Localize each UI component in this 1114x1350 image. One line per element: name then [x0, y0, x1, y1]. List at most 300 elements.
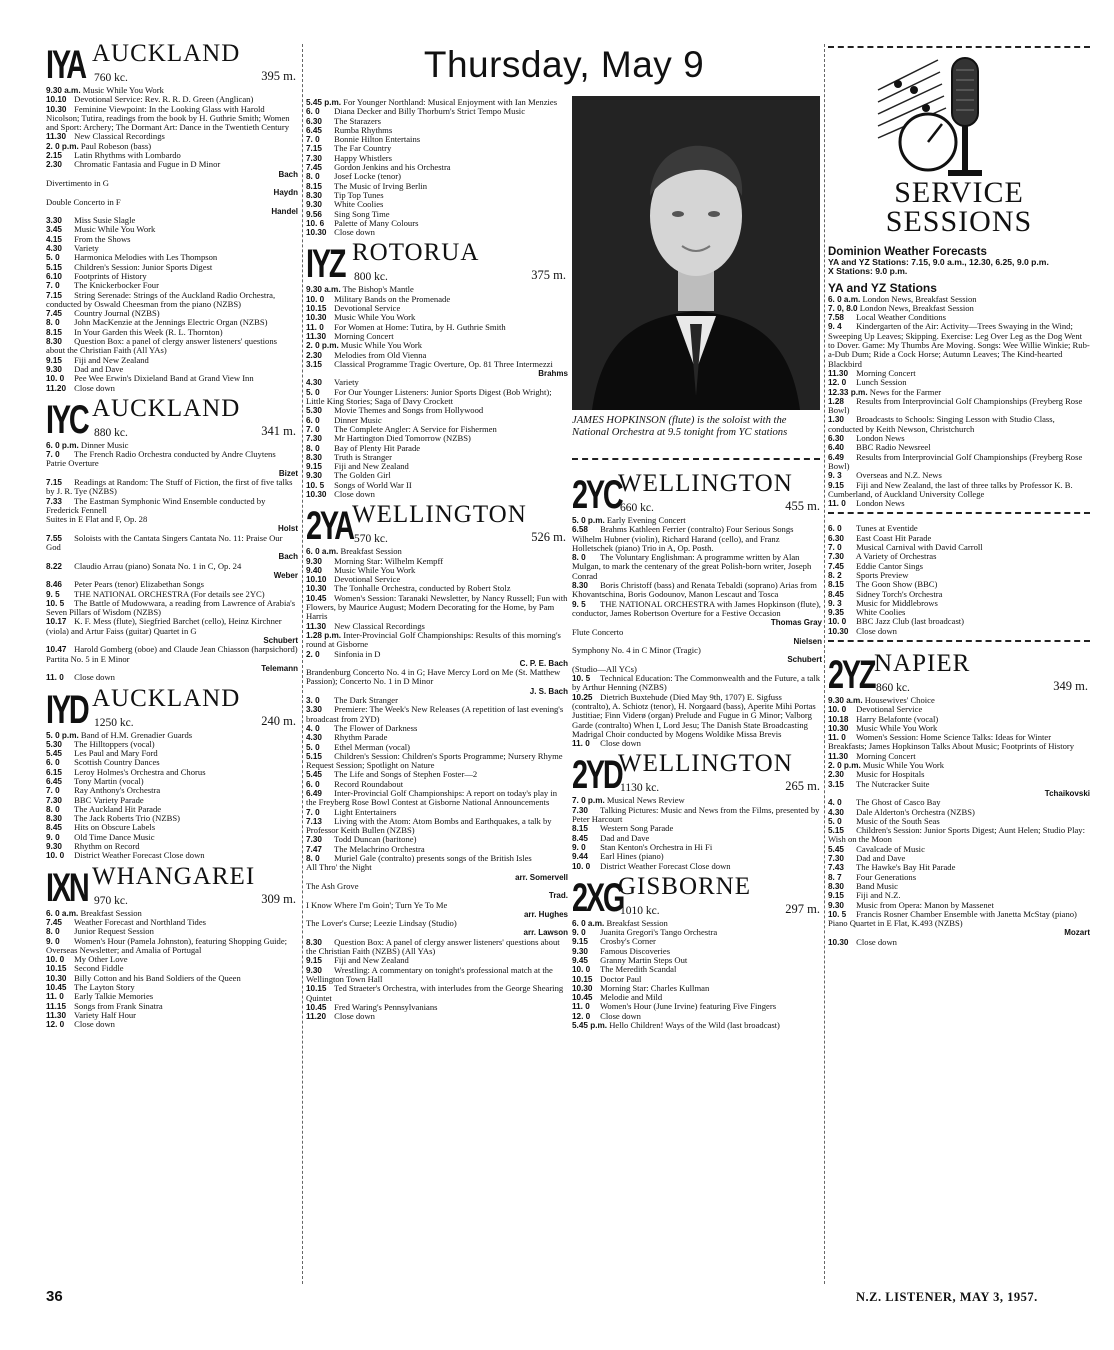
program-time: 4.15	[46, 234, 62, 244]
program-time: 9. 5	[572, 599, 586, 609]
program-time: 7.55	[46, 533, 62, 543]
program-title: London News	[856, 433, 905, 444]
program-title: Morning Star: Charles Kullman	[600, 982, 710, 993]
program-composer: arr. Hughes	[523, 909, 568, 919]
program-time: 3.15	[306, 359, 322, 369]
program-time: 4.30	[306, 378, 322, 388]
program-title: The Flower of Darkness	[334, 722, 418, 733]
program-composer: Schubert	[787, 655, 822, 665]
program-title: The Hilltoppers (vocal)	[74, 738, 155, 749]
program-time: 10.47	[46, 645, 67, 655]
station-wavelength: 240 m.	[261, 713, 296, 728]
program-item	[46, 497, 298, 516]
program-item	[46, 291, 298, 310]
program-time: 9.15	[572, 937, 588, 947]
program-item	[306, 631, 568, 650]
program-time: 11.20	[306, 1012, 327, 1022]
program-time: 5.45 p.m.	[572, 1021, 608, 1031]
program-title: Devotional Service: Rev. R. R. D. Green (Anglican)	[74, 94, 254, 105]
program-time: 6.49	[306, 789, 322, 798]
program-time: 6.45	[306, 125, 322, 135]
program-time: 9.30	[46, 842, 62, 852]
program-item	[46, 459, 298, 478]
program-title: Harmonica Melodies with Les Thompson	[74, 252, 218, 263]
program-time: 9.30	[306, 471, 322, 481]
program-time: 9.44	[572, 852, 588, 862]
program-title: Children's Session: Junior Sports Digest	[74, 261, 213, 272]
program-title: In Your Garden this Week (R. L. Thornton)	[74, 326, 223, 337]
program-composer: Handel	[271, 206, 298, 216]
program-title: Children's Session: Children's Sports Programme; Nursery Rhyme Request Session; Spotlight on Nature	[306, 750, 563, 771]
program-title: News for the Farmer	[869, 386, 942, 397]
program-time: 6. 0 p.m.	[46, 440, 79, 450]
program-time: 7.58	[828, 313, 844, 323]
program-time: 9.30	[306, 556, 322, 566]
program-time: 10.18	[828, 714, 849, 724]
program-title: BBC Jazz Club (last broadcast)	[856, 616, 965, 627]
program-title: The Eastman Symphonic Wind Ensemble conducted by Frederick Fennell	[46, 495, 266, 515]
program-item	[828, 938, 1090, 947]
column-rule	[302, 44, 303, 1284]
program-time: 11. 0	[46, 673, 64, 683]
program-time: 5.30	[306, 406, 322, 416]
program-title: The Lover's Curse; Leezie Lindsay (Studio)	[306, 918, 457, 929]
station-wavelength: 375 m.	[531, 268, 566, 283]
weather-times-ya-yz: YA and YZ Stations: 7.15, 9.0 a.m., 12.30, 6.25, 9.0 p.m.	[828, 257, 1049, 267]
program-title: Ray Anthony's Orchestra	[74, 785, 161, 796]
program-time: 8. 7	[828, 872, 842, 882]
program-time: 6.10	[46, 271, 62, 281]
program-time: 11.30	[46, 132, 67, 142]
program-time: 3.30	[46, 216, 62, 226]
program-title: THE NATIONAL ORCHESTRA (For details see 2YC)	[74, 588, 265, 599]
program-title: A Variety of Orchestras	[855, 551, 937, 562]
program-title: Songs of World War II	[334, 479, 412, 490]
program-item	[46, 673, 298, 682]
program-time: 10. 0	[828, 705, 847, 715]
program-title: For Younger Northland: Musical Enjoyment with Ian Menzies	[343, 97, 558, 107]
program-item	[572, 628, 822, 647]
program-time: 5.15	[46, 262, 62, 272]
program-time: 11. 0	[46, 992, 64, 1002]
program-item	[46, 384, 298, 393]
program-title: Paul Robeson (bass)	[80, 140, 152, 151]
program-title: Dietrich Buxtehude (Died May 9th, 1707) E. Sigfuss (contralto), A. Schiotz (tenor), H. Norgaard (bass), Aperite Mihi Portas Justitiae; Finn Viderø (organ) Prelude and Fugue in G Minor; Valborg Garde (contralto) When I, Lord Jesu; The Danish State Broadcasting Madrigal Choir conducted by Mogens Woldike Missa Brevis	[572, 691, 816, 739]
program-item	[572, 581, 822, 600]
program-title: Dinner Music	[334, 414, 382, 425]
program-title: The Knickerbocker Four	[74, 280, 159, 291]
station-2yz	[828, 649, 1090, 947]
program-time: 11. 0	[572, 1002, 590, 1012]
program-time: 10.30	[306, 584, 327, 594]
program-list	[572, 516, 822, 748]
program-title: Feminine Viewpoint: In the Looking Glass with Harold Nicolson; Tutira, readings from the book by H. Guthrie Smith; Women and Sport: Archery; The Dormant Art: Dance in the Twentieth Century	[46, 103, 290, 133]
program-composer: Telemann	[261, 663, 298, 673]
program-composer: Bizet	[278, 468, 298, 478]
program-title: Women's Hour (June Irvine) featuring Five Fingers	[600, 1001, 777, 1012]
program-title: Fiji and New Zealand	[334, 955, 409, 966]
program-time: 9.30 a.m.	[306, 285, 341, 295]
program-composer: Nielsen	[793, 636, 822, 646]
program-list	[46, 909, 298, 1030]
program-time: 8. 0	[46, 927, 60, 937]
program-time: 9.56	[306, 209, 322, 219]
program-title: Music While You Work	[82, 85, 164, 95]
program-title: Music While You Work	[334, 564, 416, 575]
program-title: Music While You Work	[334, 312, 416, 323]
program-title: Results from Interprovincial Golf Championships (Freyberg Rose Bowl)	[828, 395, 1083, 416]
program-title: Close down	[856, 936, 897, 947]
program-item	[572, 674, 822, 693]
program-item	[306, 388, 568, 407]
program-time: 6. 0	[306, 107, 320, 117]
program-title: BBC Variety Parade	[74, 794, 144, 805]
station-wavelength: 309 m.	[261, 891, 296, 906]
program-title: Cavalcade of Music	[856, 843, 925, 854]
program-title: The Starazers	[334, 115, 382, 126]
program-title: Harry Belafonte (vocal)	[856, 713, 939, 724]
program-title: The French Radio Orchestra conducted by Andre Cluytens	[74, 449, 276, 460]
program-time: 7.33	[46, 496, 62, 506]
program-title: Billy Cotton and his Band Soldiers of the Queen	[74, 972, 241, 983]
program-time: 3.15	[828, 779, 844, 789]
station-frequency: 760 kc.	[94, 72, 128, 84]
station-header	[828, 649, 1090, 697]
program-title: Fred Waring's Pennsylvanians	[334, 1001, 438, 1012]
program-title: Peter Pears (tenor) Elizabethan Songs	[74, 579, 204, 590]
service-subheading: YA and YZ Stations	[828, 280, 937, 295]
program-title: Fiji and N.Z.	[856, 890, 901, 901]
program-item	[828, 415, 1090, 434]
program-title: District Weather Forecast Close down	[74, 850, 205, 861]
program-time: 10. 0	[306, 294, 325, 304]
program-title: Ted Straeter's Orchestra, with interludes from the George Shearing Quintet	[306, 983, 564, 1003]
program-time: 12. 0	[46, 1020, 65, 1030]
program-time: 10.15	[572, 974, 593, 984]
program-time: 10.45	[572, 993, 593, 1003]
program-time: 8.46	[46, 580, 62, 590]
program-time: 8. 0	[306, 854, 320, 864]
program-time: 10.17	[46, 617, 67, 627]
program-title: Claudio Arrau (piano) Sonata No. 1 in C, Op. 24	[74, 560, 242, 571]
program-title: The Bishop's Mantle	[342, 284, 414, 295]
program-title: Close down	[334, 1011, 375, 1022]
station-callsign: 2XG	[572, 875, 624, 920]
program-time: 7.45	[306, 163, 322, 173]
station-2yc	[572, 472, 822, 748]
program-time: 10.30	[828, 723, 849, 733]
program-title: The Ghost of Casco Bay	[856, 797, 941, 808]
program-item	[828, 481, 1090, 500]
program-title: Brahms Kathleen Ferrier (contralto) Four Serious Songs Wilhelm Hubner (violin), Richard Harand (cello), and Franz Holletschek (piano) Trio in A, Op. Posth.	[572, 524, 794, 553]
page-date: Thursday, May 9	[423, 44, 705, 85]
station-header	[572, 470, 822, 517]
program-time: 11.30	[306, 331, 327, 341]
program-title: Rhythm on Record	[74, 841, 140, 852]
program-time: 7.47	[306, 844, 322, 854]
program-time: 9.15	[828, 480, 844, 490]
program-time: 7. 0	[828, 543, 842, 553]
program-title: Dad and Dave	[856, 853, 906, 864]
program-item	[46, 1020, 298, 1029]
program-item	[828, 780, 1090, 799]
program-title: The Meredith Scandal	[600, 964, 677, 975]
program-title: Harold Gomberg (oboe) and Claude Jean Chiasson (harpsichord) Partita No. 5 in E Minor	[46, 644, 298, 664]
program-title: Western Song Parade	[600, 823, 674, 834]
column-rule	[824, 44, 825, 1284]
program-composer: Holst	[278, 524, 298, 534]
program-time: 8. 0	[572, 553, 586, 563]
program-title: Lunch Session	[856, 377, 907, 388]
program-title: Broadcasts to Schools: Singing Lesson with Studio Class, conducted by Keith Newson, Christchurch	[828, 414, 1055, 434]
program-title: The Ash Grove	[306, 880, 359, 891]
program-time: 7.30	[306, 153, 322, 163]
program-time: 6.30	[306, 116, 322, 126]
program-item	[46, 599, 298, 618]
program-time: 5.45	[828, 844, 844, 854]
program-title: The Jack Roberts Trio (NZBS)	[74, 813, 180, 824]
program-time: 7. 0	[306, 424, 320, 434]
program-title: (Studio—All YCs)	[572, 663, 637, 674]
station-1yc	[46, 394, 298, 683]
program-title: Palette of Many Colours	[334, 217, 419, 228]
program-title: Crosby's Corner	[600, 936, 656, 947]
station-frequency: 970 kc.	[94, 894, 128, 907]
program-list	[306, 547, 568, 1021]
program-time: 6.30	[828, 434, 844, 444]
program-item	[46, 645, 298, 673]
program-item	[306, 490, 568, 499]
program-title: Inter-Provincial Golf Championships: Results of this morning's round at Gisborne	[306, 629, 561, 650]
program-title: New Classical Recordings	[74, 131, 165, 142]
station-2ya	[306, 503, 568, 1021]
program-title: Talking Pictures: Music and News from the Films, presented by Peter Harcourt	[572, 804, 820, 825]
program-time: 7. 0	[46, 786, 60, 796]
program-time: 6. 0 a.m.	[306, 547, 339, 557]
station-name: WELLINGTON	[352, 501, 527, 529]
station-frequency: 860 kc.	[876, 681, 910, 694]
program-time: 2.30	[46, 160, 62, 170]
program-title: Close down	[600, 738, 641, 749]
program-title: Francis Rosner Chamber Ensemble with Janetta McStay (piano) Piano Quartet in E Flat, K.493 (NZBS)	[828, 908, 1077, 929]
program-composer: Bach	[278, 552, 298, 562]
program-time: 5. 0	[46, 253, 60, 263]
program-time: 10.30	[572, 983, 593, 993]
program-item	[306, 882, 568, 901]
program-time: 7. 0 p.m.	[572, 796, 605, 806]
program-time: 10.25	[572, 692, 593, 702]
program-title: The Goon Show (BBC)	[856, 579, 938, 590]
program-time: 10.45	[46, 983, 67, 993]
station-header	[46, 684, 298, 732]
program-title: The Auckland Hit Parade	[74, 803, 162, 814]
program-title: Truth is Stranger	[334, 451, 392, 462]
program-item	[306, 360, 568, 379]
program-time: 10. 5	[828, 909, 847, 919]
program-time: 8.22	[46, 561, 62, 571]
station-wavelength: 265 m.	[785, 779, 820, 794]
program-title: Melodies from Old Vienna	[334, 349, 427, 360]
program-list	[572, 919, 822, 1031]
program-time: 10.30	[46, 104, 67, 114]
program-time: 10. 0	[572, 861, 591, 871]
program-title: Latin Rhythms with Lombardo	[74, 150, 181, 161]
program-title: Children's Session: Junior Sports Digest; Aunt Helen; Studio Play: Wish on the Moon	[828, 825, 1085, 845]
program-time: 9.40	[306, 565, 322, 575]
station-header	[46, 394, 298, 442]
program-time: 7. 0	[306, 807, 320, 817]
weather-heading: Dominion Weather Forecasts	[828, 246, 987, 258]
program-item	[828, 397, 1090, 416]
photo-james-hopkinson	[572, 96, 820, 410]
program-time: 11. 0	[828, 733, 846, 743]
program-title: Songs from Frank Sinatra	[74, 1000, 163, 1011]
service-list	[828, 295, 1090, 509]
program-title: Close down	[334, 488, 375, 499]
program-title: Music While You Work	[340, 340, 423, 351]
station-1yz	[306, 241, 568, 499]
program-title: Record Roundabout	[334, 778, 404, 789]
program-time: 9.35	[828, 608, 844, 618]
program-composer: Trad.	[548, 891, 568, 901]
program-time: 9.30	[306, 200, 322, 210]
program-time: 10. 5	[572, 674, 591, 684]
program-time: 11.15	[46, 1001, 67, 1011]
program-time: 2. 0 p.m.	[828, 761, 861, 771]
program-title: Variety	[74, 243, 99, 254]
program-item	[306, 789, 568, 808]
program-title: Classical Programme Tragic Overture, Op. 81 Three Intermezzi	[334, 358, 553, 369]
program-title: Breakfast Session	[340, 546, 402, 557]
program-time: 7.15	[46, 290, 62, 300]
program-time: 11. 0	[572, 739, 590, 749]
station-wavelength: 349 m.	[1053, 678, 1088, 693]
program-title: Muriel Gale (contralto) presents songs of the British Isles	[334, 853, 532, 864]
program-item	[46, 515, 298, 534]
program-title: The Hawke's Bay Hit Parade	[856, 862, 956, 873]
station-callsign: IYD	[46, 687, 88, 732]
program-title: Rhythm Parade	[334, 732, 388, 743]
program-time: 9.30	[572, 946, 588, 956]
program-title: Overseas and N.Z. News	[856, 470, 942, 481]
station-name: WELLINGTON	[618, 470, 793, 497]
program-title: THE NATIONAL ORCHESTRA with James Hopkinson (flute), conductor, James Robertson Overture for a Festive Occasion	[572, 598, 821, 618]
program-time: 6. 0	[306, 415, 320, 425]
program-time: 9. 3	[828, 471, 842, 481]
program-time: 10.15	[306, 304, 327, 314]
program-title: Devotional Service	[856, 704, 923, 715]
program-title: Patrie Overture	[46, 458, 99, 469]
program-title: Light Entertainers	[334, 806, 397, 817]
program-time: 9. 0	[46, 936, 60, 946]
program-time: 1.28	[828, 396, 844, 406]
program-item	[46, 937, 298, 956]
program-time: 1.28 p.m.	[306, 630, 342, 640]
program-title: Music While You Work	[862, 760, 945, 771]
program-title: Housewives' Choice	[864, 694, 935, 705]
program-title: Kindergarten of the Air: Activity—Trees Swaying in the Wind; Sweeping Up Leaves; Skipping. Exercise: Leg Over Leg as the Dog Went to Dover. Game: My Thumbs Are Moving. Songs: Wee Willie Winkie; Rub-a-Dub Dum; Ride a Cock Horse; Autumn Leaves; The Kind-hearted Blackbird	[828, 321, 1090, 369]
divider	[828, 640, 1090, 648]
program-title: Morning Concert	[856, 750, 916, 761]
program-title: Sing Song Time	[334, 208, 390, 219]
program-title: Soloists with the Cantata Singers Cantata No. 11: Praise Our God	[46, 532, 283, 553]
program-time: 9.30	[306, 965, 322, 975]
program-item	[306, 1012, 568, 1021]
program-time: 8.30	[306, 937, 322, 947]
station-callsign: 2YC	[572, 473, 622, 517]
page-number: 36	[46, 1288, 63, 1305]
program-title: Eddie Cantor Sings	[856, 560, 923, 571]
microphone-icon	[868, 50, 1018, 178]
program-title: Second Fiddle	[74, 963, 124, 974]
program-title: My Other Love	[74, 954, 128, 965]
program-time: 3. 0	[306, 696, 320, 706]
program-time: 8.15	[306, 181, 322, 191]
program-title: Variety	[334, 377, 359, 388]
program-title: Double Concerto in F	[46, 196, 121, 207]
program-time: 6.45	[46, 777, 62, 786]
program-time: 2. 0 p.m.	[306, 341, 339, 351]
program-title: Morning Concert	[334, 330, 394, 341]
column-3	[572, 468, 822, 1033]
program-time: 7. 0	[46, 450, 60, 460]
divider	[828, 512, 1090, 520]
program-title: Mr Hartington Died Tomorrow (NZBS)	[334, 433, 471, 444]
station-frequency: 880 kc.	[94, 426, 128, 439]
program-time: 8.45	[572, 833, 588, 843]
program-time: 10. 0	[46, 851, 65, 861]
program-time: 5.15	[828, 826, 844, 836]
program-time: 8. 0	[306, 172, 320, 182]
program-time: 8.15	[828, 580, 844, 590]
program-title: Movie Themes and Songs from Hollywood	[334, 405, 484, 416]
program-time: 8.30	[306, 190, 322, 200]
program-time: 6.40	[828, 443, 844, 453]
program-item	[306, 650, 568, 669]
program-time: 8.15	[572, 824, 588, 834]
program-item	[572, 862, 822, 871]
program-time: 8. 0	[46, 804, 60, 814]
program-composer: Bach	[278, 169, 298, 179]
program-time: 10. 0	[46, 955, 65, 965]
program-list	[46, 86, 298, 393]
program-title: For Our Younger Listeners: Junior Sports Digest (Bob Wright); Little King Stories; Saga of Davy Crockett	[306, 386, 552, 407]
program-title: Dad and Dave	[74, 363, 124, 374]
divider	[572, 458, 820, 466]
program-title: Miss Susie Slagle	[74, 215, 136, 226]
program-item	[828, 499, 1090, 508]
program-composer: Mozart	[1064, 928, 1090, 938]
station-name: WELLINGTON	[618, 750, 793, 778]
program-item	[828, 627, 1090, 636]
program-title: Devotional Service	[334, 574, 401, 585]
program-title: Symphony No. 4 in C Minor (Tragic)	[572, 645, 701, 656]
program-title: Tony Martin (vocal)	[74, 776, 144, 786]
program-time: 4. 0	[306, 723, 320, 733]
program-title: The Tonhalle Orchestra, conducted by Robert Stolz	[334, 583, 511, 594]
program-composer: Schubert	[263, 636, 298, 646]
program-time: 9. 4	[828, 322, 842, 332]
program-time: 9. 0	[572, 842, 586, 852]
station-name: WHANGAREI	[92, 862, 256, 890]
station-wavelength: 455 m.	[785, 499, 820, 513]
program-title: The Far Country	[334, 143, 392, 154]
program-item	[828, 733, 1090, 752]
program-item	[306, 901, 568, 920]
program-title: Results from Interprovincial Golf Championships (Freyberg Rose Bowl)	[828, 451, 1083, 471]
program-item	[306, 938, 568, 957]
program-item	[306, 228, 568, 237]
